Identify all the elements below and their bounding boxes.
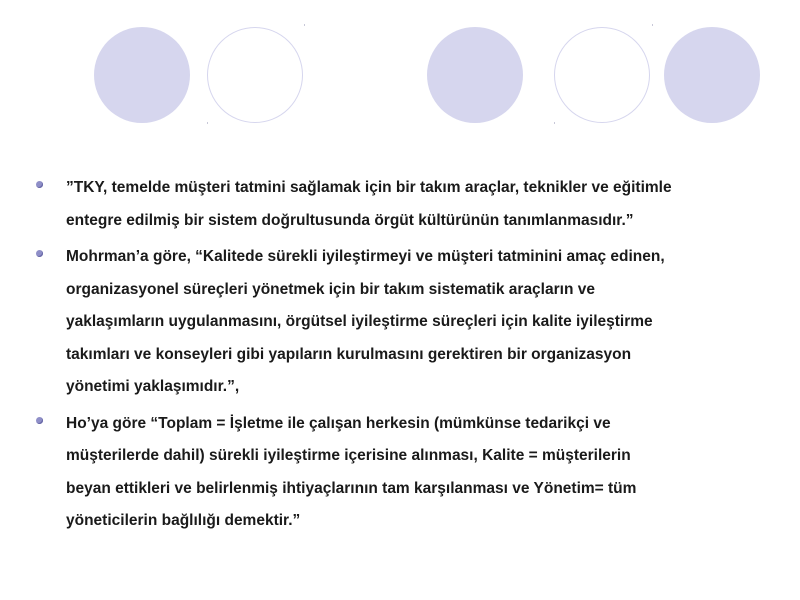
decorative-tick [207,122,208,124]
decorative-circle-filled [94,27,190,123]
bullet-text: ”TKY, temelde müşteri tatmini sağlamak için bir takım araçlar, teknikler ve eğitimle entegre edilmiş bir sistem doğrultusunda örgüt kültürünün tanımlanmasıdır.” [66,179,672,229]
bullet-item [36,172,776,237]
bullet-item [36,241,776,404]
decorative-circle-outline [554,27,650,123]
bullet-text: Mohrman’a göre, “Kalitede sürekli iyileştirmeyi ve müşteri tatminini amaç edinen, organizasyonel süreçleri yönetmek için bir takım sistematik araçların ve yaklaşımların uygulanmasını, örgütsel iyileştirme süreçleri için kalite iyileştirme takımları ve konseyleri gibi yapıların kurulmasını gerektiren bir organizasyon yönetimi yaklaşımıdır.”, [66,248,665,395]
decorative-tick [652,24,653,26]
decorative-circle-filled [427,27,523,123]
slide-content [36,172,776,542]
decorative-tick [304,24,305,26]
bullet-icon [36,181,43,188]
bullet-icon [36,250,43,257]
bullet-item [36,408,776,538]
decorative-circle-filled [664,27,760,123]
bullet-icon [36,417,43,424]
decorative-circle-outline [207,27,303,123]
decorative-tick [554,122,555,124]
decorative-circles [0,0,800,140]
bullet-text: Ho’ya göre “Toplam = İşletme ile çalışan herkesin (mümkünse tedarikçi ve müşterilerde dahil) sürekli iyileştirme içerisine alınması, Kalite = müşterilerin beyan ettikleri ve belirlenmiş ihtiyaçlarının tam karşılanması ve Yönetim= tüm yöneticilerin bağlılığı demektir.” [66,414,637,529]
